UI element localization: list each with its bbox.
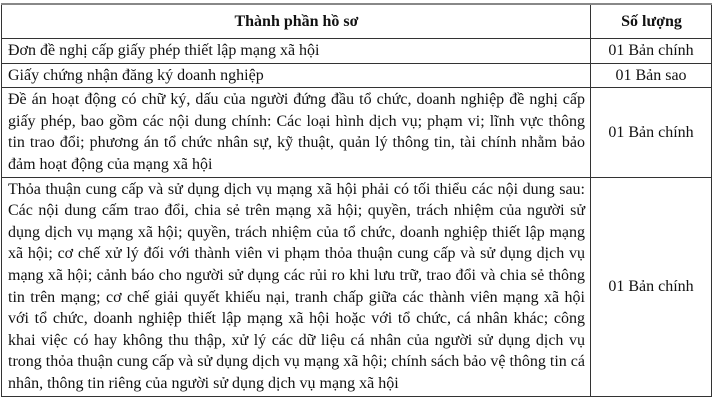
quantity-cell: 01 Bản chính (591, 177, 712, 396)
quantity-cell: 01 Bản sao (591, 63, 712, 88)
document-components-table (1, 3, 712, 397)
table-row (2, 177, 712, 396)
quantity-cell: 01 Bản chính (591, 39, 712, 64)
table-row (2, 88, 712, 177)
table-row (2, 63, 712, 88)
header-component: Thành phần hồ sơ (2, 4, 591, 39)
component-cell: Đơn đề nghị cấp giấy phép thiết lập mạng xã hội (2, 39, 591, 64)
header-quantity: Số lượng (591, 4, 712, 39)
table-header-row (2, 4, 712, 39)
component-cell: Thỏa thuận cung cấp và sử dụng dịch vụ mạng xã hội phải có tối thiểu các nội dung sau: Các nội dung cấm trao đổi, chia sẻ trên mạng xã hội; quyền, trách nhiệm của người sử dụng dịch vụ mạng xã hội; quyền, trách nhiệm của tổ chức, doanh nghiệp thiết lập mạng xã hội; cơ chế xử lý đối với thành viên vi phạm thỏa thuận cung cấp và sử dụng dịch vụ mạng xã hội; cảnh báo cho người sử dụng các rủi ro khi lưu trữ, trao đổi và chia sẻ thông tin trên mạng; cơ chế giải quyết khiếu nại, tranh chấp giữa các thành viên mạng xã hội với tổ chức, doanh nghiệp thiết lập mạng xã hội hoặc với tổ chức, cá nhân khác; công khai việc có hay không thu thập, xử lý các dữ liệu cá nhân của người sử dụng dịch vụ trong thỏa thuận cung cấp và sử dụng dịch vụ mạng xã hội; chính sách bảo vệ thông tin cá nhân, thông tin riêng của người sử dụng dịch vụ mạng xã hội (2, 177, 591, 396)
component-cell: Giấy chứng nhận đăng ký doanh nghiệp (2, 63, 591, 88)
table-row (2, 39, 712, 64)
component-cell: Đề án hoạt động có chữ ký, dấu của người đứng đầu tổ chức, doanh nghiệp đề nghị cấp giấy phép, bao gồm các nội dung chính: Các loại hình dịch vụ; phạm vi; lĩnh vực thông tin trao đổi; phương án tổ chức nhân sự, kỹ thuật, quản lý thông tin, tài chính nhằm bảo đảm hoạt động của mạng xã hội (2, 88, 591, 177)
quantity-cell: 01 Bản chính (591, 88, 712, 177)
